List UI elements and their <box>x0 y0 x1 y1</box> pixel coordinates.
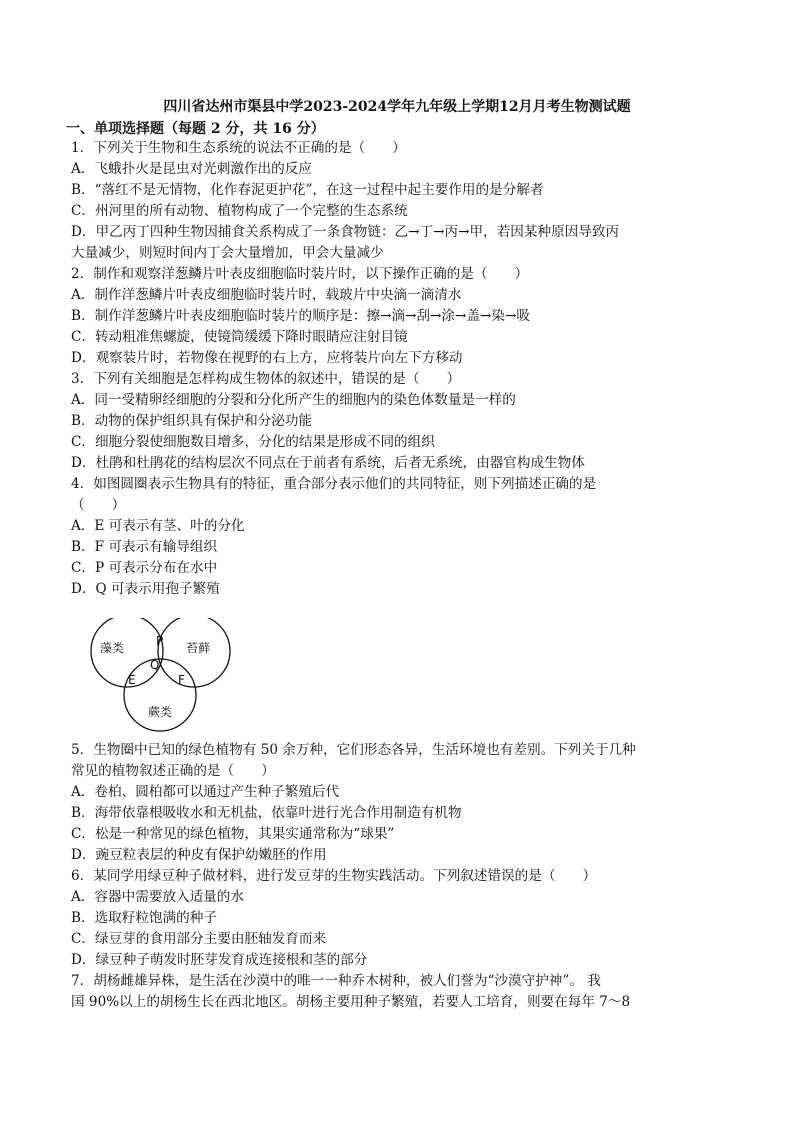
text-line: B．F 可表示有输导组织 <box>71 539 218 555</box>
text-line: B．“落红不是无情物，化作春泥更护花”，在这一过程中起主要作用的是分解者 <box>71 182 544 198</box>
text-line: C．P 可表示分布在水中 <box>71 560 218 576</box>
text-line: D．Q 可表示用孢子繁殖 <box>71 581 220 597</box>
text-line: D．绿豆种子萌发时胚芽发育成连接根和茎的部分 <box>71 952 368 968</box>
venn-region-e: E <box>128 673 136 687</box>
text-line: 大量减少，则短时间内丁会大量增加，甲会大量减少 <box>71 245 384 261</box>
text-line: B．制作洋葱鳞片叶表皮细胞临时装片的顺序是：擦→滴→刮→涂→盖→染→吸 <box>71 308 530 324</box>
text-line: A．容器中需要放入适量的水 <box>71 889 244 905</box>
text-line: D．观察装片时，若物像在视野的右上方，应将装片向左下方移动 <box>71 350 463 366</box>
text-line: B．动物的保护组织具有保护和分泌功能 <box>71 413 313 429</box>
text-line: 1．下列关于生物和生态系统的说法不正确的是（ ） <box>71 140 406 156</box>
exam-title: 四川省达州市渠县中学2023-2024学年九年级上学期12月月考生物测试题 <box>163 99 631 115</box>
venn-circle-fern <box>124 659 196 731</box>
text-line: 4．如图圆圈表示生物具有的特征，重合部分表示他们的共同特征，则下列描述正确的是 <box>71 476 597 492</box>
text-line: B．选取籽粒饱满的种子 <box>71 910 217 926</box>
venn-region-f: F <box>178 673 185 687</box>
text-line: 7．胡杨雌雄异株，是生活在沙漠中的唯一一种乔木树种，被人们誉为“沙漠守护神”。 我 <box>71 973 601 989</box>
text-line: 国 90%以上的胡杨生长在西北地区。胡杨主要用种子繁殖，若要人工培育，则要在每年 7～8 <box>71 994 631 1010</box>
text-line: A．卷柏、圆柏都可以通过产生种子繁殖后代 <box>71 784 340 800</box>
section-heading: 一、单项选择题（每题 2 分，共 16 分） <box>66 121 325 137</box>
venn-label-moss: 苔藓 <box>186 641 211 655</box>
venn-region-q: Q <box>150 658 160 672</box>
text-line: C．绿豆芽的食用部分主要由胚轴发育而来 <box>71 931 327 947</box>
text-line: B．海带依靠根吸收水和无机盐，依靠叶进行光合作用制造有机物 <box>71 805 462 821</box>
question-block-5-7 <box>71 740 731 1013</box>
text-line: 3．下列有关细胞是怎样构成生物体的叙述中，错误的是（ ） <box>71 371 461 387</box>
text-line: C．松是一种常见的绿色植物，其果实通常称为“球果” <box>71 826 395 842</box>
text-line: A．飞蛾扑火是昆虫对光刺激作出的反应 <box>71 161 312 177</box>
venn-label-fern: 蕨类 <box>148 705 173 719</box>
text-line: A．E 可表示有茎、叶的分化 <box>71 518 245 534</box>
venn-region-p: P <box>156 634 164 648</box>
text-line: A．同一受精卵经细胞的分裂和分化所产生的细胞内的染色体数量是一样的 <box>71 392 516 408</box>
text-line: C．州河里的所有动物、植物构成了一个完整的生态系统 <box>71 203 408 219</box>
venn-diagram <box>82 618 242 732</box>
text-line: C．转动粗准焦螺旋，使镜筒缓缓下降时眼睛应注射目镜 <box>71 329 408 345</box>
text-line: D．杜鹃和杜鹃花的结构层次不同点在于前者有系统，后者无系统，由器官构成生物体 <box>71 455 585 471</box>
text-line: 5．生物圈中已知的绿色植物有 50 余万种，它们形态各异，生活环境也有差别。下列关于几种 <box>71 742 636 758</box>
venn-label-algae: 藻类 <box>100 641 125 655</box>
text-line: A．制作洋葱鳞片叶表皮细胞临时装片时，载玻片中央滴一滴清水 <box>71 287 462 303</box>
text-line: （ ） <box>71 497 126 513</box>
text-line: 6．某同学用绿豆种子做材料，进行发豆芽的生物实践活动。下列叙述错误的是（ ） <box>71 868 597 884</box>
text-line: D．甲乙丙丁四种生物因捕食关系构成了一条食物链：乙→丁→丙→甲，若因某种原因导致丙 <box>71 224 620 240</box>
text-line: C．细胞分裂使细胞数目增多，分化的结果是形成不同的组织 <box>71 434 435 450</box>
question-block-1-4 <box>71 138 731 600</box>
text-line: 2．制作和观察洋葱鳞片叶表皮细胞临时装片时，以下操作正确的是（ ） <box>71 266 529 282</box>
text-line: D．豌豆粒表层的种皮有保护幼嫩胚的作用 <box>71 847 327 863</box>
text-line: 常见的植物叙述正确的是（ ） <box>71 763 275 779</box>
